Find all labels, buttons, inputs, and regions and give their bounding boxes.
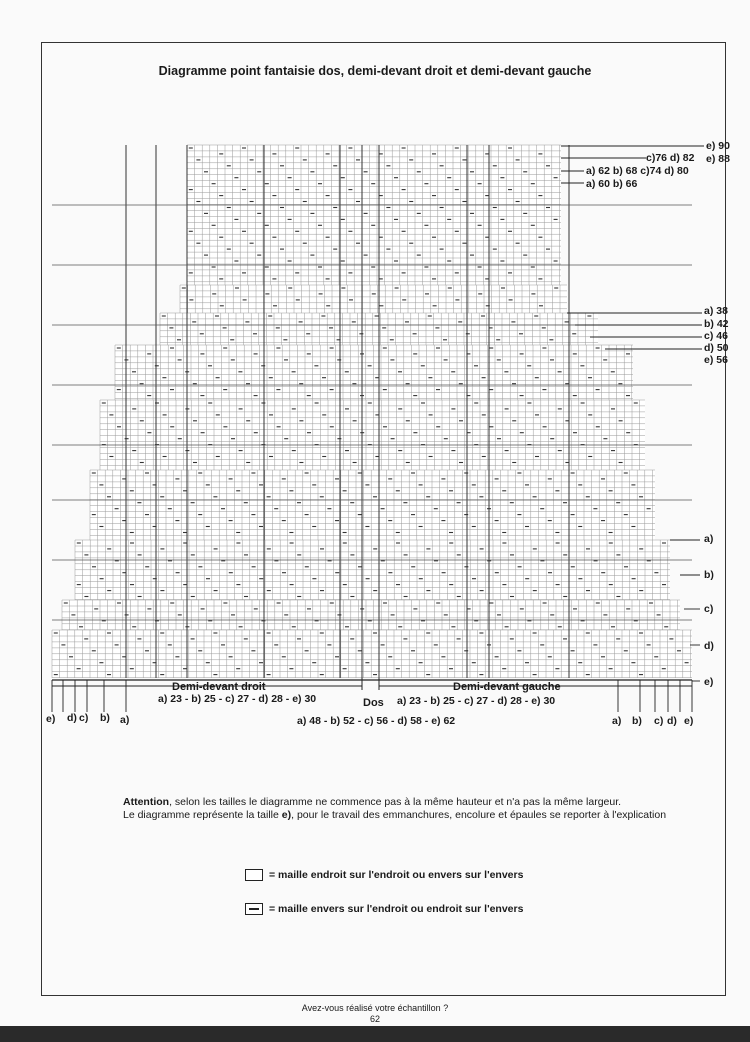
tick-left-c: c) [79,712,89,724]
section-right-sizes: a) 23 - b) 25 - c) 27 - d) 28 - e) 30 [397,695,556,707]
label-arm-e56: e) 56 [704,354,728,366]
tick-left-b: b) [100,712,110,724]
attention-line-1-text: , selon les tailles le diagramme ne commence pas à la même hauteur et n'a pas la même largeur. [169,796,622,808]
attention-bold: Attention [123,796,170,808]
attention-size-e: e) [281,809,292,821]
label-arm-a38: a) 38 [704,305,728,317]
label-top-e88: e) 88 [706,153,730,165]
label-side-a: a) [704,533,714,545]
legend-item-purl [245,903,523,915]
section-dos: Dos [363,697,384,709]
label-arm-c46: c) 46 [704,330,728,342]
label-top-a62-b68-c74-d80: a) 62 b) 68 c)74 d) 80 [586,165,689,177]
attention-note [123,796,666,822]
section-demi-devant-droit: Demi-devant droit [172,681,266,693]
page-title: Diagramme point fantaisie dos, demi-devant droit et demi-devant gauche [158,64,592,78]
grid-band-7 [62,600,680,630]
attention-line-2c: , pour le travail des emmanchures, encolure et épaules se reporter à l'explication [291,809,667,821]
section-left-sizes: a) 23 - b) 25 - c) 27 - d) 28 - e) 30 [158,693,317,705]
empty-square-icon [245,869,263,881]
footer-question: Avez-vous réalisé votre échantillon ? [301,1003,449,1013]
legend-knit-text: = maille endroit sur l'endroit ou envers sur l'envers [269,869,524,881]
label-side-b: b) [704,569,714,581]
label-top-c76-d82: c)76 d) 82 [646,152,695,164]
tick-left-a: a) [120,714,130,726]
tick-left-d: d) [67,712,77,724]
section-center-sizes: a) 48 - b) 52 - c) 56 - d) 58 - e) 62 [297,715,456,727]
attention-line-2a: Le diagramme représente la taille [123,809,282,821]
tick-right-c: c) [654,715,664,727]
label-side-c: c) [704,603,714,615]
tick-left-e: e) [46,713,56,725]
chart-grid [52,145,695,678]
grid-band-3 [115,345,633,400]
section-demi-devant-gauche: Demi-devant gauche [453,681,561,693]
label-top-a60-b66: a) 60 b) 66 [586,178,638,190]
page-edge-shadow [0,1026,750,1042]
label-top-e90: e) 90 [706,140,730,152]
label-side-d: d) [704,640,714,652]
attention-line-1 [123,796,666,809]
tick-right-d: d) [667,715,677,727]
tick-right-a: a) [612,715,622,727]
legend-purl-text: = maille envers sur l'endroit ou endroit sur l'envers [269,903,524,915]
tick-right-e: e) [684,715,694,727]
label-side-e: e) [704,676,714,688]
legend-item-knit [245,869,523,881]
dash-square-icon [245,903,263,915]
tick-right-b: b) [632,715,642,727]
label-arm-d50: d) 50 [704,342,729,354]
attention-line-2 [123,809,666,822]
label-arm-b42: b) 42 [704,318,729,330]
page-number: 62 [369,1014,380,1024]
